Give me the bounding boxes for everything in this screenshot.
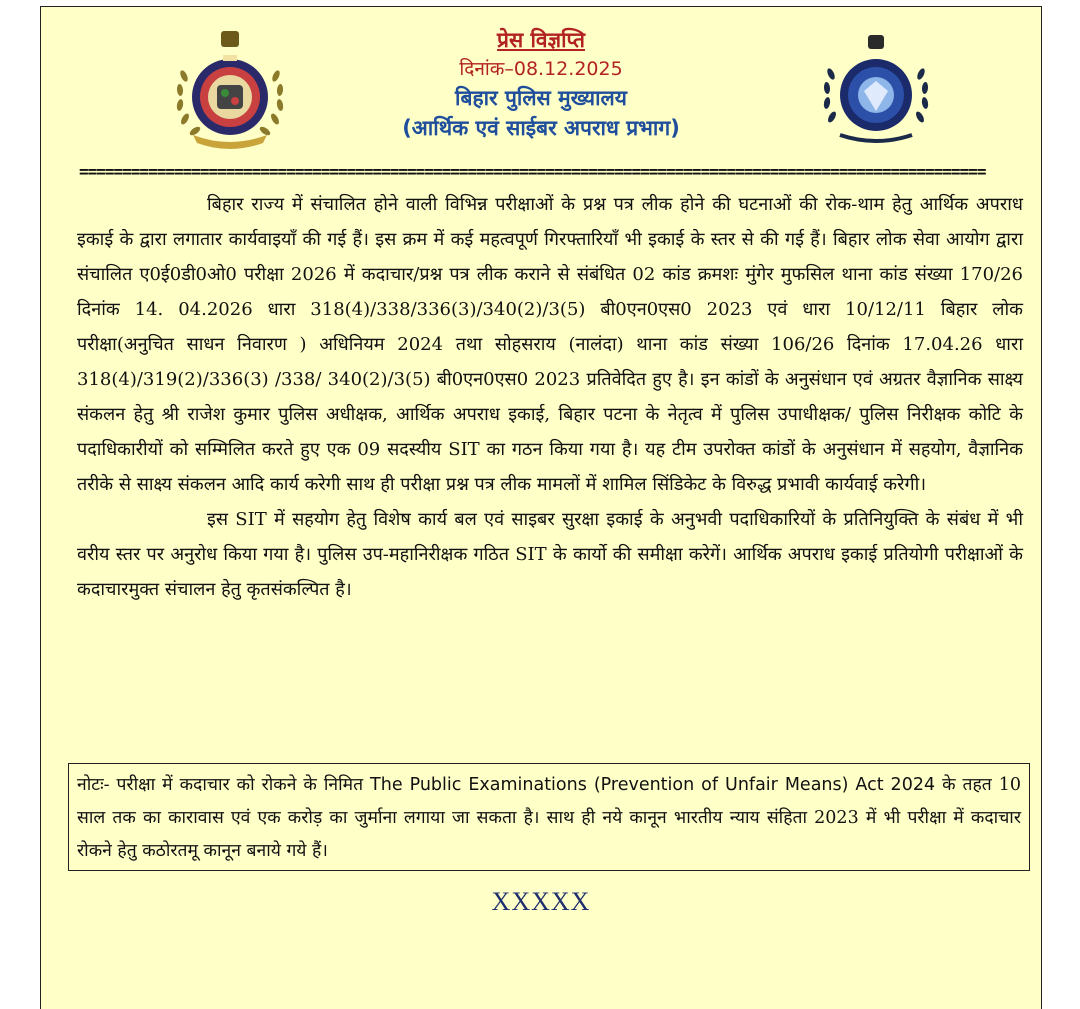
department-name: (आर्थिक एवं साईबर अपराध प्रभाग) <box>402 116 680 140</box>
body-paragraph-2: इस SIT में सहयोग हेतु विशेष कार्य बल एवं साइबर सुरक्षा इकाई के अनुभवी पदाधिकारियों के प्रतिनियुक्ति के संबंध में भी वरीय स्तर पर अनुरोध किया गया है। पुलिस उप-महानिरीक्षक गठित SIT के कार्यो की समीक्षा करेगें। आर्थिक अपराध इकाई प्रतियोगी परीक्षाओं के कदाचारमुक्त संचालन हेतु कृतसंकल्पित है। <box>77 509 1023 600</box>
note-act-name: The Public Examinations (Prevention of Unfair Means) Act 2024 <box>370 775 936 795</box>
body-paragraph-1: बिहार राज्य में संचालित होने वाली विभिन्न परीक्षाओं के प्रश्न पत्र लीक होने की घटनाओं की रोक-थाम हेतु आर्थिक अपराध इकाई के द्वारा लगातार कार्यवाइयाँ की गई हैं। इस क्रम में कई महत्वपूर्ण गिरफ्तारियाँ भी इकाई के स्तर से की गई हैं। बिहार लोक सेवा आयोग द्वारा संचालित ए0ई0डी0ओ0 परीक्षा 2026 में कदाचार/प्रश्न पत्र लीक कराने से संबंधित 02 कांड क्रमशः मुंगेर मुफसिल थाना कांड संख्या 170/26 दिनांक 14. 04.2026 धारा 318(4)/338/336(3)/340(2)/3(5) बी0एन0एस0 2023 एवं धारा 10/12/11 बिहार लोक परीक्षा(अनुचित साधन निवारण ) अधिनियम 2024 तथा सोहसराय (नालंदा) थाना कांड संख्या 106/26 दिनांक 17.04.26 धारा 318(4)/319(2)/336(3) /338/ 340(2)/3(5) बी0एन0एस0 2023 प्रतिवेदित हुए है। इन कांडों के अनुसंधान एवं अग्रतर वैज्ञानिक साक्ष्य संकलन हेतु श्री राजेश कुमार पुलिस अधीक्षक, आर्थिक अपराध इकाई, बिहार पटना के नेतृत्व में पुलिस उपाधीक्षक/ पुलिस निरीक्षक कोटि के पदाधिकारीयों को सम्मिलित करते हुए एक 09 सदस्यीय SIT का गठन किया गया है। यह टीम उपरोक्त कांडों के अनुसंधान में सहयोग, वैज्ञानिक तरीके से साक्ष्य संकलन आदि कार्य करेगी साथ ही परीक्षा प्रश्न पत्र लीक मामलों में शामिल सिंडिकेट के विरुद्ध प्रभावी कार्यवाई करेगी। <box>77 194 1023 495</box>
header <box>41 25 1041 143</box>
note-suffix: के तहत 10 साल तक का कारावास एवं एक करोड़ का जुर्माना लगाया जा सकता है। साथ ही नये कानून भारतीय न्याय संहिता 2023 में भी परीक्षा में कदाचार रोकने हेतु कठोरतमू कानून बनाये गये हैं। <box>77 775 1021 861</box>
note-prefix: नोटः- परीक्षा में कदाचार को रोकने के निमित <box>77 775 364 795</box>
legal-note-box <box>68 763 1030 871</box>
closing-mark: XXXXX <box>491 887 591 916</box>
press-release-body <box>77 187 1023 607</box>
organization-name: बिहार पुलिस मुख्यालय <box>455 86 627 110</box>
release-date: दिनांक–08.12.2025 <box>459 58 623 80</box>
header-separator: ========================================================================================================= <box>79 165 986 179</box>
press-release-title: प्रेस विज्ञप्ति <box>497 28 585 52</box>
press-release-page <box>40 6 1042 1009</box>
